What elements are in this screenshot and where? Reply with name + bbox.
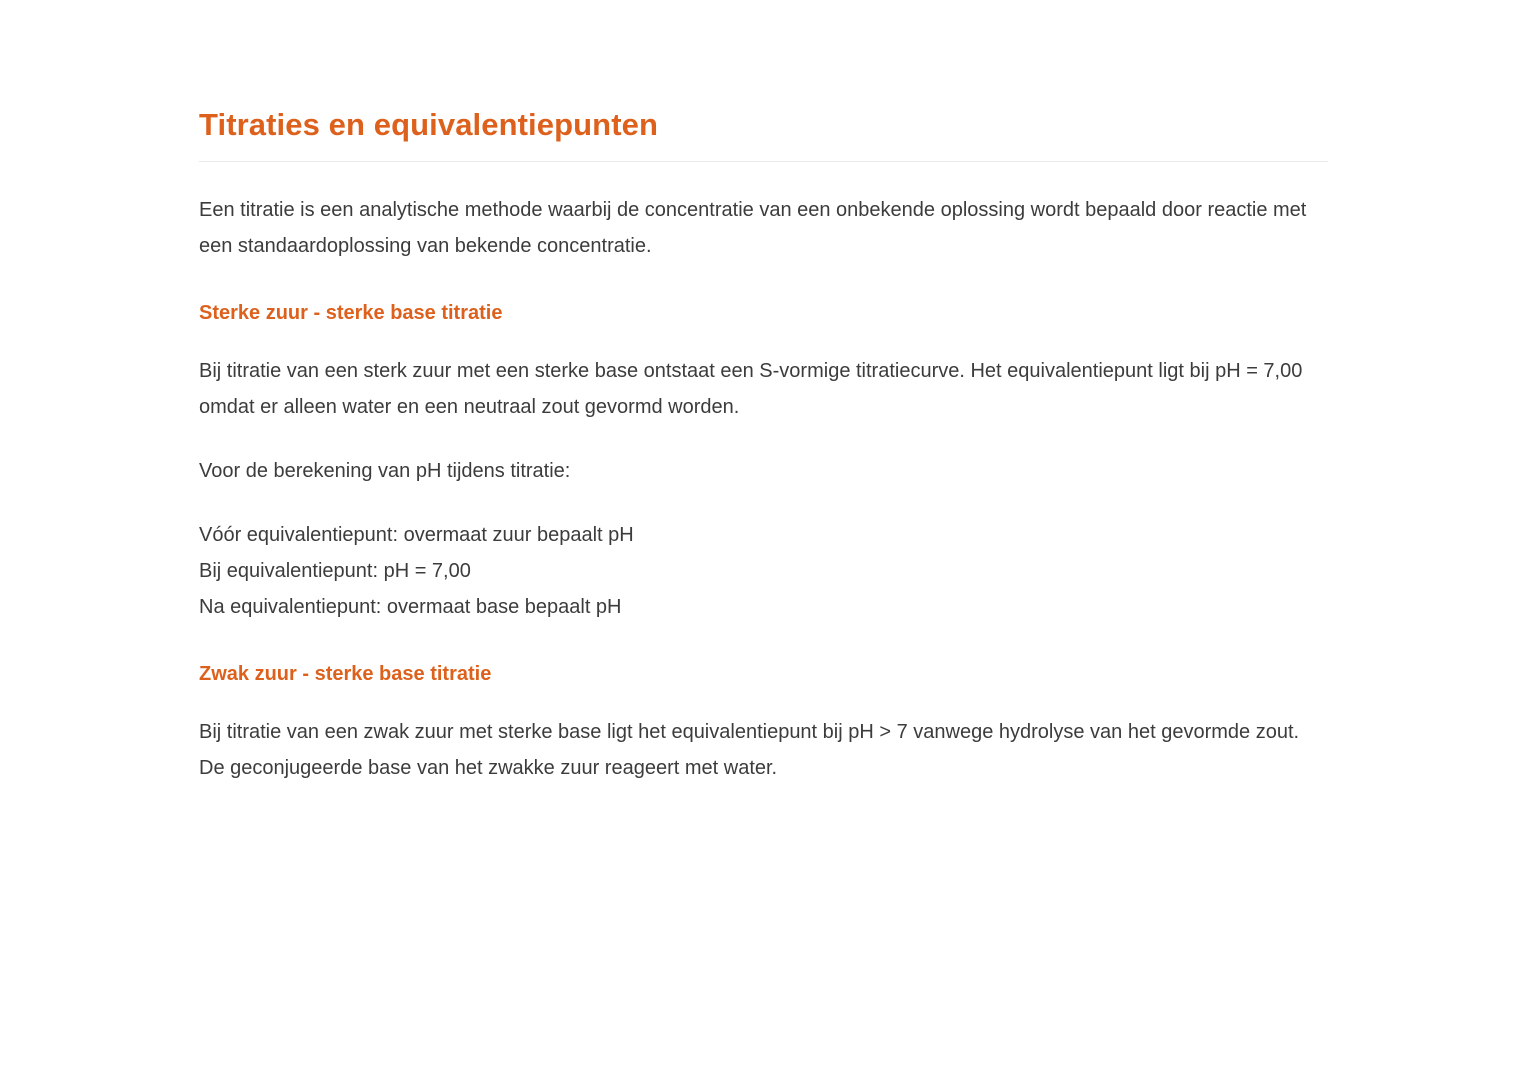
- zwak-zuur-paragraph: Bij titratie van een zwak zuur met sterke base ligt het equivalentiepunt bij pH > 7 vanwege hydrolyse van het gevormde zout. De geconjugeerde base van het zwakke zuur reageert met water.: [199, 721, 1300, 780]
- ph-rule-na-equivalentiepunt: Na equivalentiepunt: overmaat base bepaalt pH: [199, 596, 622, 619]
- ph-rules-block: [199, 517, 1328, 625]
- ph-rule-bij-equivalentiepunt: Bij equivalentiepunt: pH = 7,00: [199, 560, 471, 583]
- ph-rule-voor-equivalentiepunt: Vóór equivalentiepunt: overmaat zuur bepaalt pH: [199, 524, 634, 547]
- title-divider: [199, 161, 1328, 162]
- intro-paragraph: Een titratie is een analytische methode waarbij de concentratie van een onbekende oplossing wordt bepaald door reactie met een standaardoplossing van bekende concentratie.: [199, 199, 1307, 258]
- sterke-zuur-paragraph: Bij titratie van een sterk zuur met een sterke base ontstaat een S-vormige titratiecurve. Het equivalentiepunt ligt bij pH = 7,00 omdat er alleen water en een neutraal zout gevormd worden.: [199, 360, 1303, 419]
- section-heading-sterke-zuur-sterke-base: Sterke zuur - sterke base titratie: [199, 302, 503, 325]
- page-title: Titraties en equivalentiepunten: [199, 107, 659, 142]
- section-heading-zwak-zuur-sterke-base: Zwak zuur - sterke base titratie: [199, 663, 492, 686]
- ph-berekening-intro: Voor de berekening van pH tijdens titratie:: [199, 460, 571, 483]
